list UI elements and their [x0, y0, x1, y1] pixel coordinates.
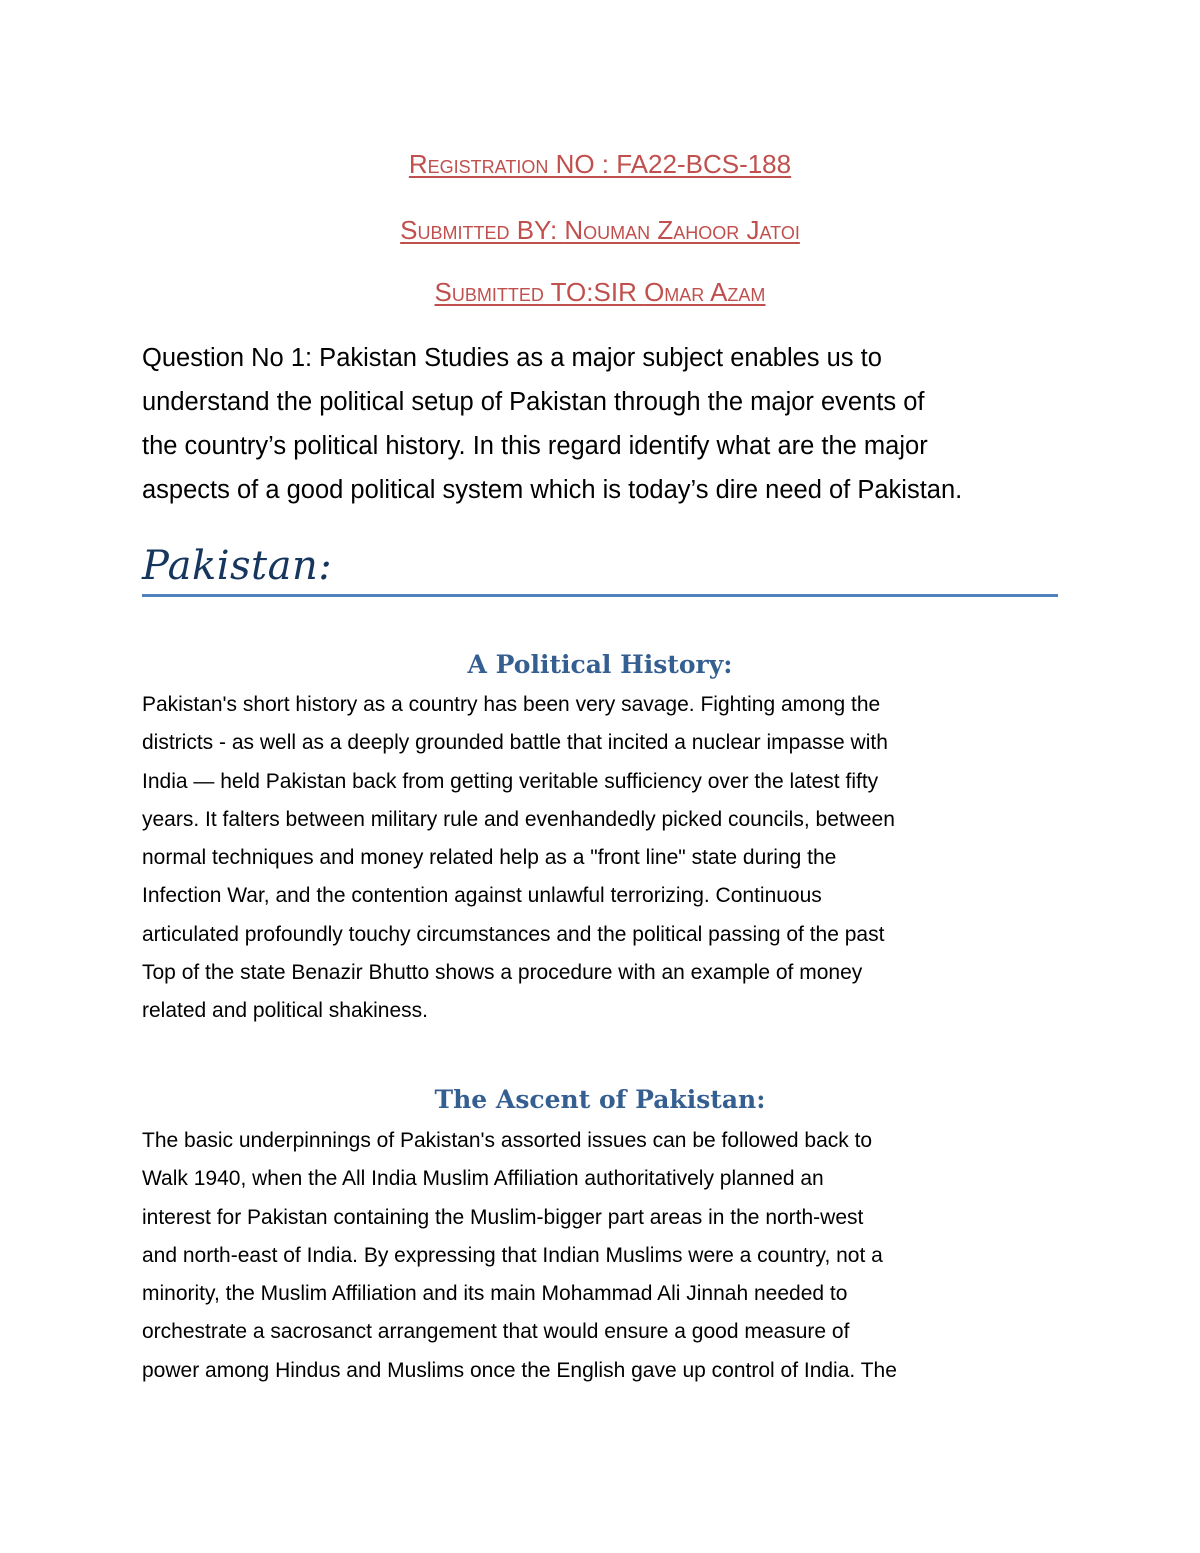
question-line: aspects of a good political system which is today’s dire need of Pakistan.	[142, 476, 963, 504]
document-page	[142, 0, 1058, 1553]
paragraph-line: related and political shakiness.	[142, 999, 429, 1023]
paragraph-line: interest for Pakistan containing the Muslim-bigger part areas in the north-west	[142, 1205, 864, 1229]
paragraph-line: normal techniques and money related help as a "front line" state during the	[142, 846, 837, 870]
paragraph-line: and north-east of India. By expressing that Indian Muslims were a country, not a	[142, 1243, 883, 1267]
question-line: Question No 1: Pakistan Studies as a major subject enables us to	[142, 344, 882, 372]
submitted-by-line	[142, 213, 1058, 247]
paragraph-line: orchestrate a sacrosanct arrangement that would ensure a good measure of	[142, 1320, 850, 1344]
political-history-paragraph	[142, 686, 1058, 1031]
submitted-by-label: Submitted BY:	[400, 215, 565, 245]
section-heading-political-history: A Political History:	[467, 650, 733, 679]
section-heading-ascent: The Ascent of Pakistan:	[434, 1085, 766, 1114]
question-line: the country’s political history. In this regard identify what are the major	[142, 432, 928, 460]
paragraph-line: districts - as well as a deeply grounded battle that incited a nuclear impasse with	[142, 731, 888, 755]
registration-line	[142, 147, 1058, 181]
question-paragraph	[142, 336, 1058, 512]
paragraph-line: years. It falters between military rule and evenhandedly picked councils, between	[142, 807, 895, 831]
paragraph-line: articulated profoundly touchy circumstances and the political passing of the past	[142, 922, 885, 946]
paragraph-line: Pakistan's short history as a country has been very savage. Fighting among the	[142, 693, 881, 716]
paragraph-line: The basic underpinnings of Pakistan's assorted issues can be followed back to	[142, 1129, 873, 1152]
paragraph-line: Walk 1940, when the All India Muslim Affiliation authoritatively planned an	[142, 1167, 824, 1191]
submitted-to-label: Submitted TO:	[434, 277, 594, 307]
registration-value: FA22-BCS-188	[609, 149, 792, 179]
paragraph-line: Top of the state Benazir Bhutto shows a procedure with an example of money	[142, 961, 863, 985]
paragraph-line: power among Hindus and Muslims once the English gave up control of India. The	[142, 1358, 897, 1382]
paragraph-line: India — held Pakistan back from getting veritable sufficiency over the latest fifty	[142, 769, 879, 793]
submitted-by-name: Nouman Zahoor Jatoi	[564, 215, 800, 245]
submitted-to-name: Omar Azam	[644, 277, 766, 307]
title-underline-rule	[142, 594, 1058, 597]
page-title: Pakistan:	[142, 543, 333, 589]
submitted-to-line	[142, 275, 1058, 309]
ascent-paragraph	[142, 1122, 1058, 1390]
paragraph-line: Infection War, and the contention against unlawful terrorizing. Continuous	[142, 884, 822, 908]
paragraph-line: minority, the Muslim Affiliation and its main Mohammad Ali Jinnah needed to	[142, 1282, 848, 1306]
submitted-to-prefix: SIR	[593, 277, 645, 307]
registration-label: Registration NO :	[408, 149, 610, 179]
question-line: understand the political setup of Pakistan through the major events of	[142, 388, 925, 416]
